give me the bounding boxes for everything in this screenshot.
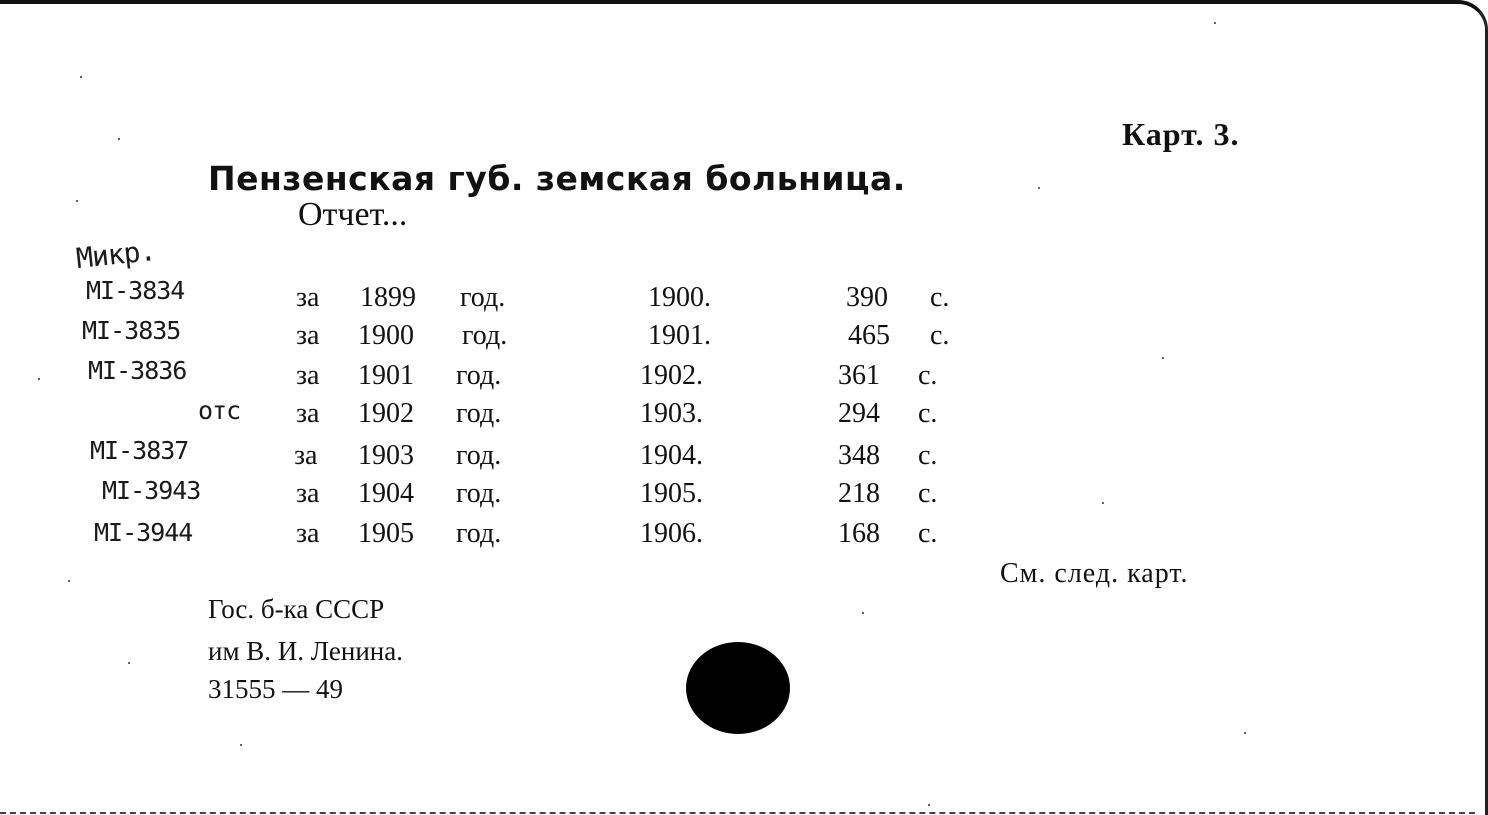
card-title: Пензенская губ. земская больница. — [208, 159, 906, 198]
scan-speck — [1038, 187, 1040, 189]
za-word: за — [296, 282, 320, 313]
publication-year: 1906. — [640, 518, 703, 549]
bottom-edge-rule — [0, 812, 1475, 814]
publication-year: 1902. — [640, 360, 703, 391]
card-subtitle: Отчет... — [298, 196, 408, 233]
scan-speck — [76, 200, 78, 202]
god-word: год. — [456, 478, 502, 509]
page-count: 465 — [848, 320, 890, 351]
page-count: 361 — [838, 360, 880, 391]
microfilm-label: Микр. — [74, 233, 157, 276]
publication-year: 1905. — [640, 478, 703, 509]
shelfmark-handwritten: MI-3944 — [94, 518, 193, 547]
publication-year: 1904. — [640, 440, 703, 471]
scan-speck — [38, 378, 40, 380]
publication-year: 1901. — [648, 320, 711, 351]
pages-abbrev: с. — [918, 518, 938, 549]
god-word: год. — [456, 440, 502, 471]
scan-speck — [118, 138, 120, 140]
pages-abbrev: с. — [918, 478, 938, 509]
pages-abbrev: с. — [918, 440, 938, 471]
scan-speck — [128, 662, 130, 664]
pages-abbrev: с. — [930, 320, 950, 351]
scan-speck — [80, 76, 82, 78]
publication-year: 1903. — [640, 398, 703, 429]
page-count: 218 — [838, 478, 880, 509]
report-year: 1904 — [358, 478, 414, 509]
scan-speck — [1162, 357, 1164, 359]
imprint-library: Гос. б-ка СССР — [208, 594, 385, 624]
scan-speck — [928, 804, 930, 806]
report-year: 1903 — [358, 440, 414, 471]
report-year: 1902 — [358, 398, 414, 429]
publication-year: 1900. — [648, 282, 711, 313]
god-word: год. — [462, 320, 508, 351]
shelfmark-handwritten: MI-3837 — [90, 436, 189, 465]
shelfmark-handwritten: MI-3943 — [102, 476, 201, 505]
imprint-number: 31555 — 49 — [208, 674, 343, 704]
page-count: 390 — [846, 282, 888, 313]
scan-speck — [240, 744, 242, 746]
card-number: Карт. 3. — [1122, 116, 1240, 152]
continued-note: См. след. карт. — [1000, 558, 1189, 589]
shelfmark-handwritten: MI-3834 — [86, 276, 185, 305]
report-year: 1899 — [360, 282, 416, 313]
scan-speck — [68, 580, 70, 582]
report-year: 1905 — [358, 518, 414, 549]
pages-abbrev: с. — [930, 282, 950, 313]
god-word: год. — [456, 360, 502, 391]
za-word: за — [296, 360, 320, 391]
za-word: за — [296, 478, 320, 509]
za-word: за — [294, 440, 318, 471]
punch-hole — [686, 642, 790, 734]
pages-abbrev: с. — [918, 398, 938, 429]
pages-abbrev: с. — [918, 360, 938, 391]
imprint-name: им В. И. Ленина. — [208, 636, 403, 666]
god-word: год. — [460, 282, 506, 313]
scan-speck — [1244, 732, 1246, 734]
report-year: 1900 — [358, 320, 414, 351]
report-year: 1901 — [358, 360, 414, 391]
page-count: 294 — [838, 398, 880, 429]
god-word: год. — [456, 518, 502, 549]
shelfmark-handwritten: отс — [198, 396, 241, 425]
page-count: 168 — [838, 518, 880, 549]
scan-speck — [862, 612, 864, 614]
shelfmark-handwritten: MI-3835 — [82, 316, 181, 345]
za-word: за — [296, 320, 320, 351]
page-count: 348 — [838, 440, 880, 471]
za-word: за — [296, 398, 320, 429]
shelfmark-handwritten: MI-3836 — [88, 356, 187, 385]
scan-speck — [1214, 22, 1216, 24]
za-word: за — [296, 518, 320, 549]
god-word: год. — [456, 398, 502, 429]
scan-speck — [1102, 502, 1104, 504]
